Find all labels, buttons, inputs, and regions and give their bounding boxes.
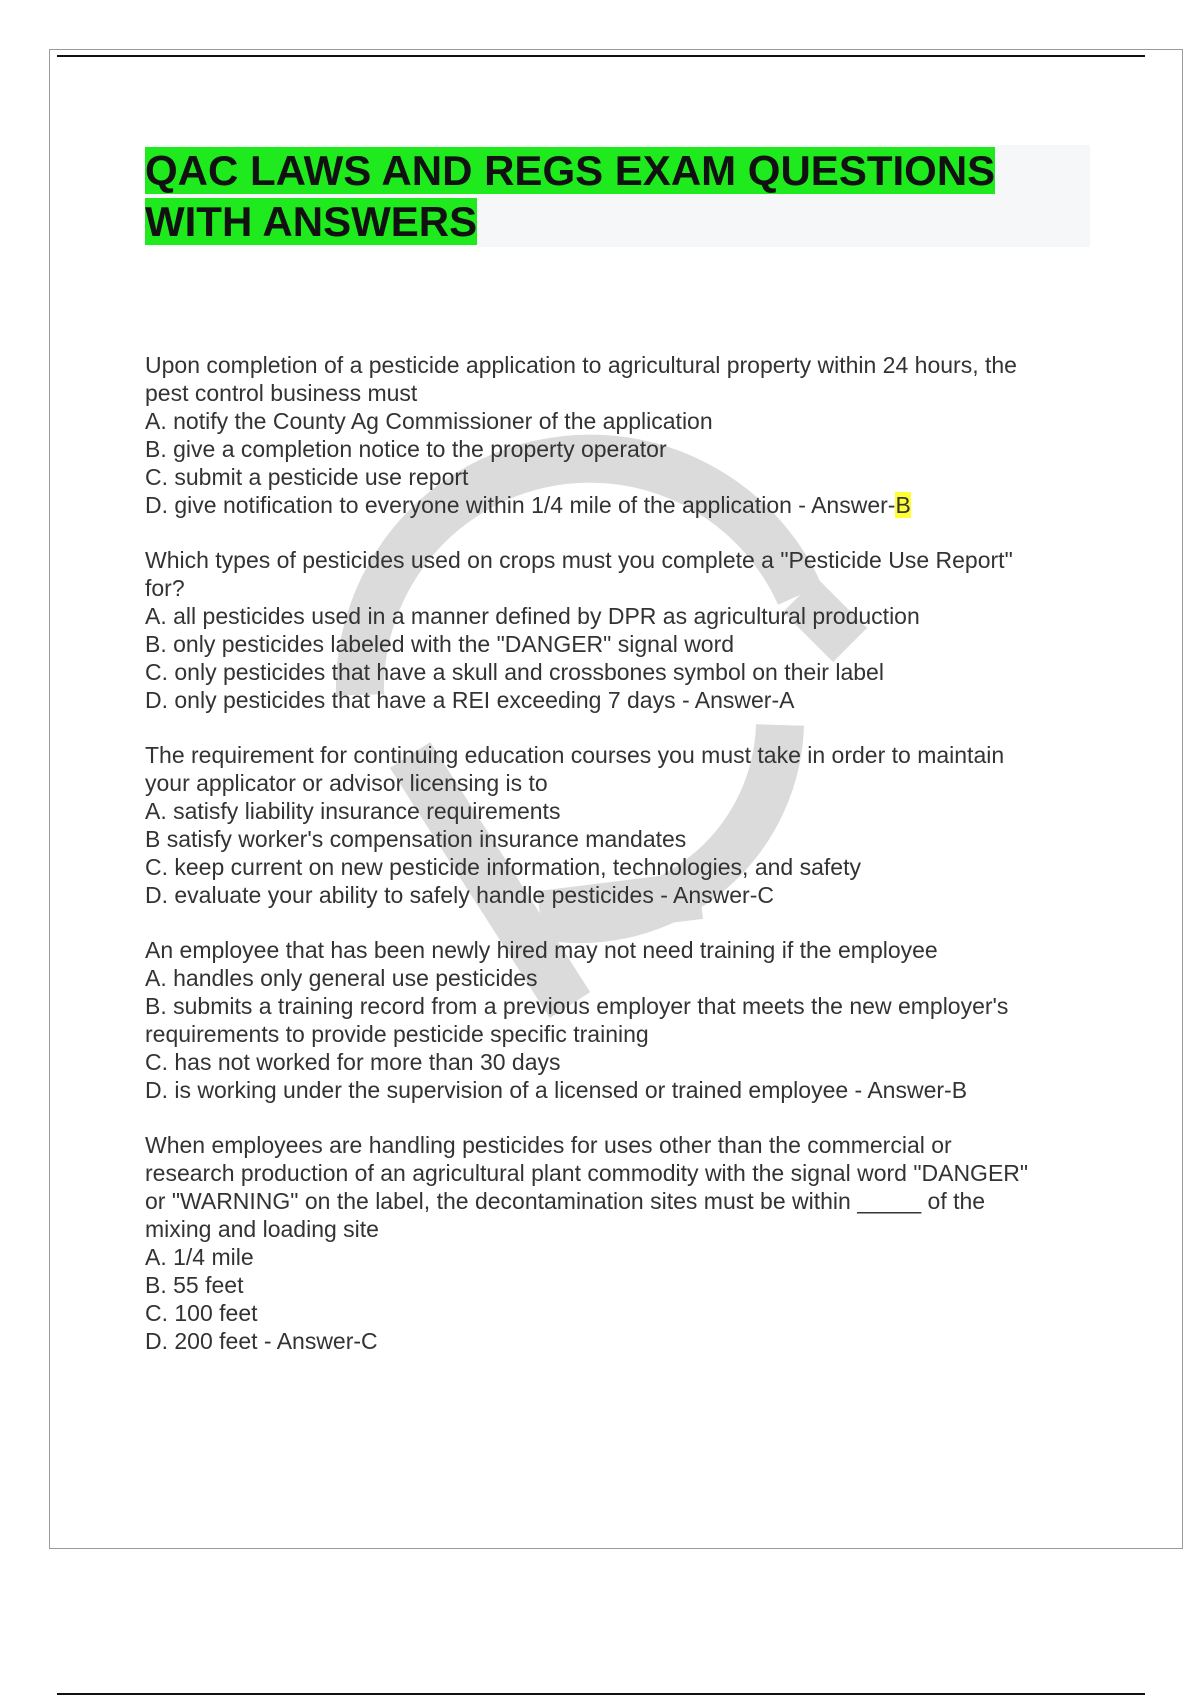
question-stem-line: When employees are handling pesticides for uses other than the commercial or	[145, 1132, 952, 1158]
question-3	[145, 741, 1090, 909]
question-2	[145, 546, 1090, 714]
questions-list	[145, 351, 1090, 1382]
answer-letter: B	[951, 1077, 968, 1103]
option-c: C. has not worked for more than 30 days	[145, 1049, 561, 1075]
title-line-2: WITH ANSWERS	[145, 198, 478, 245]
option-d-text: D. evaluate your ability to safely handle pesticides - Answer-	[145, 882, 758, 908]
option-d-text: D. is working under the supervision of a licensed or trained employee - Answer-	[145, 1077, 952, 1103]
option-d-text: D. 200 feet - Answer-	[145, 1328, 362, 1354]
question-stem-line: An employee that has been newly hired may not need training if the employee	[145, 937, 938, 963]
option-b: B satisfy worker's compensation insurance mandates	[145, 826, 687, 852]
option-a: A. 1/4 mile	[145, 1244, 254, 1270]
option-a: A. notify the County Ag Commissioner of the application	[145, 408, 713, 434]
option-c: C. only pesticides that have a skull and crossbones symbol on their label	[145, 659, 884, 685]
top-rule	[57, 55, 1145, 57]
option-b: B. give a completion notice to the property operator	[145, 436, 667, 462]
question-stem-line: for?	[145, 575, 185, 601]
answer-letter: B	[895, 492, 911, 518]
title-block	[145, 145, 1090, 247]
option-b: B. 55 feet	[145, 1272, 244, 1298]
option-d	[145, 881, 1090, 909]
option-c: C. keep current on new pesticide information, technologies, and safety	[145, 854, 861, 880]
question-stem-line: or "WARNING" on the label, the decontamination sites must be within _____ of the	[145, 1188, 986, 1214]
question-stem-line: Which types of pesticides used on crops must you complete a "Pesticide Use Report"	[145, 547, 1013, 573]
question-4	[145, 936, 1090, 1104]
option-c: C. submit a pesticide use report	[145, 464, 469, 490]
option-a: A. all pesticides used in a manner defined by DPR as agricultural production	[145, 603, 920, 629]
answer-letter: C	[361, 1328, 378, 1354]
title-line-1: QAC LAWS AND REGS EXAM QUESTIONS	[145, 147, 996, 194]
option-d-text: D. give notification to everyone within 1/4 mile of the application - Answer-	[145, 492, 896, 518]
option-d	[145, 1076, 1090, 1104]
answer-letter: A	[779, 687, 795, 713]
bottom-rule	[57, 1693, 1145, 1695]
question-stem-line: mixing and loading site	[145, 1216, 379, 1242]
option-b: B. submits a training record from a previous employer that meets the new employer's	[145, 993, 1009, 1019]
option-d	[145, 686, 1090, 714]
option-d	[145, 1327, 1090, 1355]
option-b-continued: requirements to provide pesticide specific training	[145, 1021, 649, 1047]
question-stem-line: The requirement for continuing education courses you must take in order to maintain	[145, 742, 1005, 768]
question-1	[145, 351, 1090, 519]
option-c: C. 100 feet	[145, 1300, 258, 1326]
document-title	[145, 145, 1090, 247]
question-stem-line: pest control business must	[145, 380, 418, 406]
option-b: B. only pesticides labeled with the "DANGER" signal word	[145, 631, 735, 657]
question-stem-line: research production of an agricultural plant commodity with the signal word "DANGER"	[145, 1160, 1029, 1186]
answer-letter: C	[757, 882, 774, 908]
question-stem-line: Upon completion of a pesticide application to agricultural property within 24 hours, the	[145, 352, 1017, 378]
question-stem-line: your applicator or advisor licensing is to	[145, 770, 548, 796]
option-d	[145, 491, 1090, 519]
option-a: A. satisfy liability insurance requirements	[145, 798, 561, 824]
option-a: A. handles only general use pesticides	[145, 965, 538, 991]
option-d-text: D. only pesticides that have a REI exceeding 7 days - Answer-	[145, 687, 780, 713]
question-5	[145, 1131, 1090, 1355]
